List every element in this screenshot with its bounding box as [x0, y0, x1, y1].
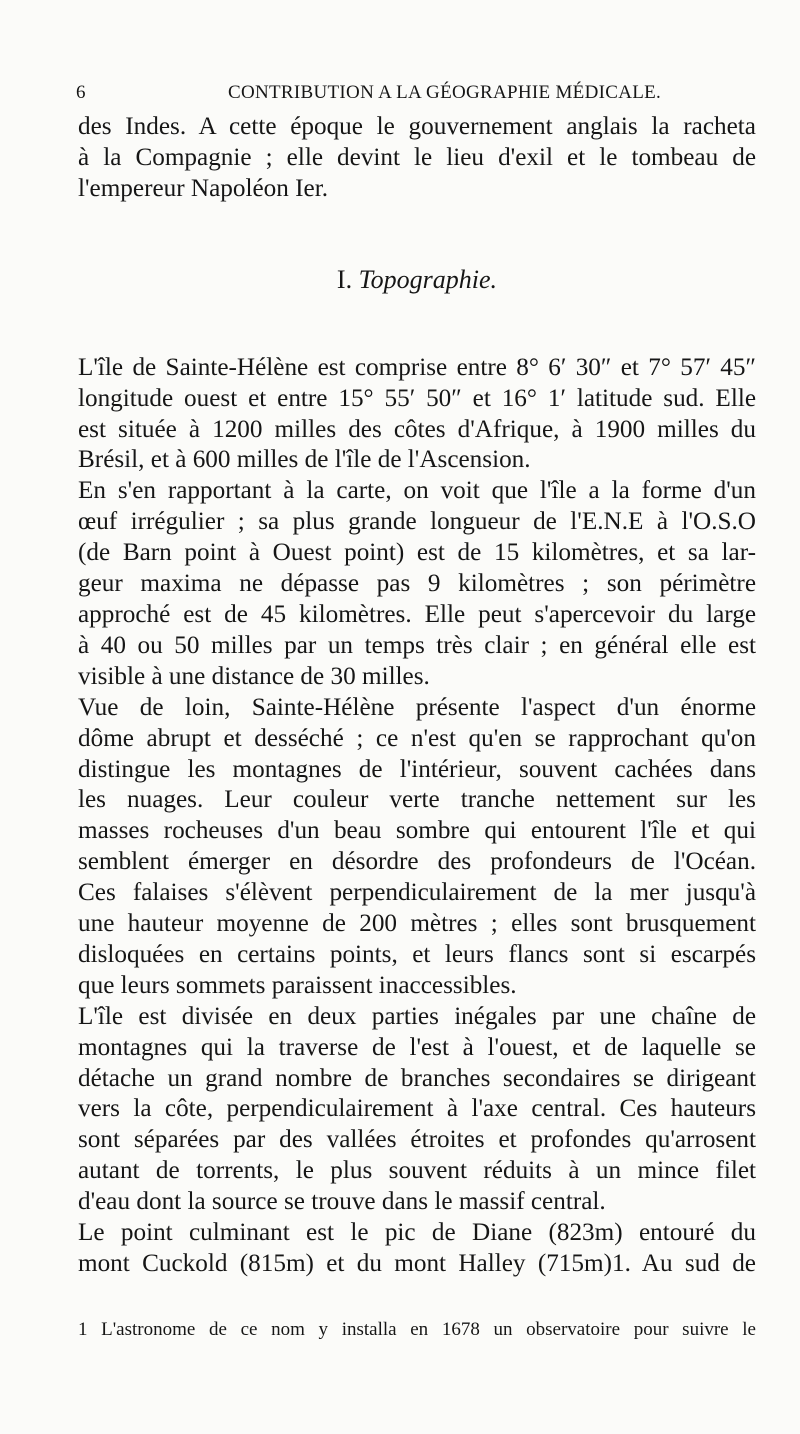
paragraph-relief: [78, 1002, 756, 1218]
text-line: L'île est divisée en deux parties inégales par une chaîne de: [78, 1002, 756, 1030]
text-line: semblent émerger en désordre des profondeurs de l'Océan.: [78, 848, 756, 876]
text-line: dôme abrupt et desséché ; ce n'est qu'en se rapprochant qu'on: [78, 724, 756, 752]
text-line: mont Cuckold (815m) et du mont Halley (715m)1. Au sud de: [78, 1250, 756, 1277]
intro-paragraph: [78, 112, 756, 205]
text-line: masses rocheuses d'un beau sombre qui entourent l'île et qui: [78, 817, 756, 845]
text-line: des Indes. A cette époque le gouvernement anglais la racheta: [78, 113, 756, 140]
text-line: détache un grand nombre de branches secondaires se dirigeant: [78, 1064, 756, 1092]
running-head: [78, 78, 756, 112]
text-line: que leurs sommets paraissent inaccessibles.: [78, 971, 517, 999]
section-title: Topographie.: [358, 264, 498, 294]
footnote: 1 L'astronome de ce nom y installa en 1678 un observatoire pour suivre le: [78, 1318, 756, 1340]
text-line: (de Barn point à Ouest point) est de 15 kilomètres, et sa lar-: [78, 539, 756, 567]
section-number: I.: [336, 264, 353, 294]
text-line: à 40 ou 50 milles par un temps très clair ; en général elle est: [78, 631, 756, 659]
paragraph-location: [78, 353, 756, 477]
text-line: une hauteur moyenne de 200 mètres ; elles sont brusquement: [78, 910, 756, 938]
text-line: L'île de Sainte-Hélène est comprise entre 8° 6′ 30″ et 7° 57′ 45″: [78, 353, 756, 381]
paragraph-aspect: [78, 693, 756, 1002]
text-line: œuf irrégulier ; sa plus grande longueur de l'E.N.E à l'O.S.O: [78, 508, 756, 536]
text-line: montagnes qui la traverse de l'est à l'ouest, et de laquelle se: [78, 1033, 756, 1061]
text-line: Vue de loin, Sainte-Hélène présente l'aspect d'un énorme: [78, 693, 756, 721]
text-line: Le point culminant est le pic de Diane (823m) entouré du: [78, 1219, 756, 1247]
text-line: geur maxima ne dépasse pas 9 kilomètres ; son périmètre: [78, 570, 756, 598]
text-line: disloquées en certains points, et leurs flancs sont si escarpés: [78, 940, 756, 968]
text-line: l'empereur Napoléon Ier.: [78, 174, 329, 202]
running-title: CONTRIBUTION A LA GÉOGRAPHIE MÉDICALE.: [228, 82, 662, 103]
page-number: 6: [76, 82, 86, 103]
text-line: distingue les montagnes de l'intérieur, souvent cachées dans: [78, 755, 756, 783]
page: [78, 78, 756, 1342]
text-line: autant de torrents, le plus souvent réduits à un mince filet: [78, 1157, 756, 1185]
paragraph-shape: [78, 476, 756, 692]
text-line: à la Compagnie ; elle devint le lieu d'exil et le tombeau de: [78, 143, 756, 171]
text-line: longitude ouest et entre 15° 55′ 50″ et 16° 1′ latitude sud. Elle: [78, 384, 756, 412]
paragraph-summit: [78, 1218, 756, 1280]
text-line: En s'en rapportant à la carte, on voit que l'île a la forme d'un: [78, 477, 756, 505]
text-line: approché est de 45 kilomètres. Elle peut s'apercevoir du large: [78, 600, 756, 628]
text-line: d'eau dont la source se trouve dans le massif central.: [78, 1188, 606, 1216]
text-line: les nuages. Leur couleur verte tranche nettement sur les: [78, 786, 756, 814]
section-heading: [78, 265, 756, 295]
text-line: sont séparées par des vallées étroites et profondes qu'arrosent: [78, 1126, 756, 1154]
text-line: Ces falaises s'élèvent perpendiculairement de la mer jusqu'à: [78, 879, 756, 907]
text-line: Brésil, et à 600 milles de l'île de l'Ascension.: [78, 446, 531, 474]
text-line: visible à une distance de 30 milles.: [78, 662, 430, 690]
text-line: est située à 1200 milles des côtes d'Afrique, à 1900 milles du: [78, 415, 756, 443]
text-line: vers la côte, perpendiculairement à l'axe central. Ces hauteurs: [78, 1095, 756, 1123]
